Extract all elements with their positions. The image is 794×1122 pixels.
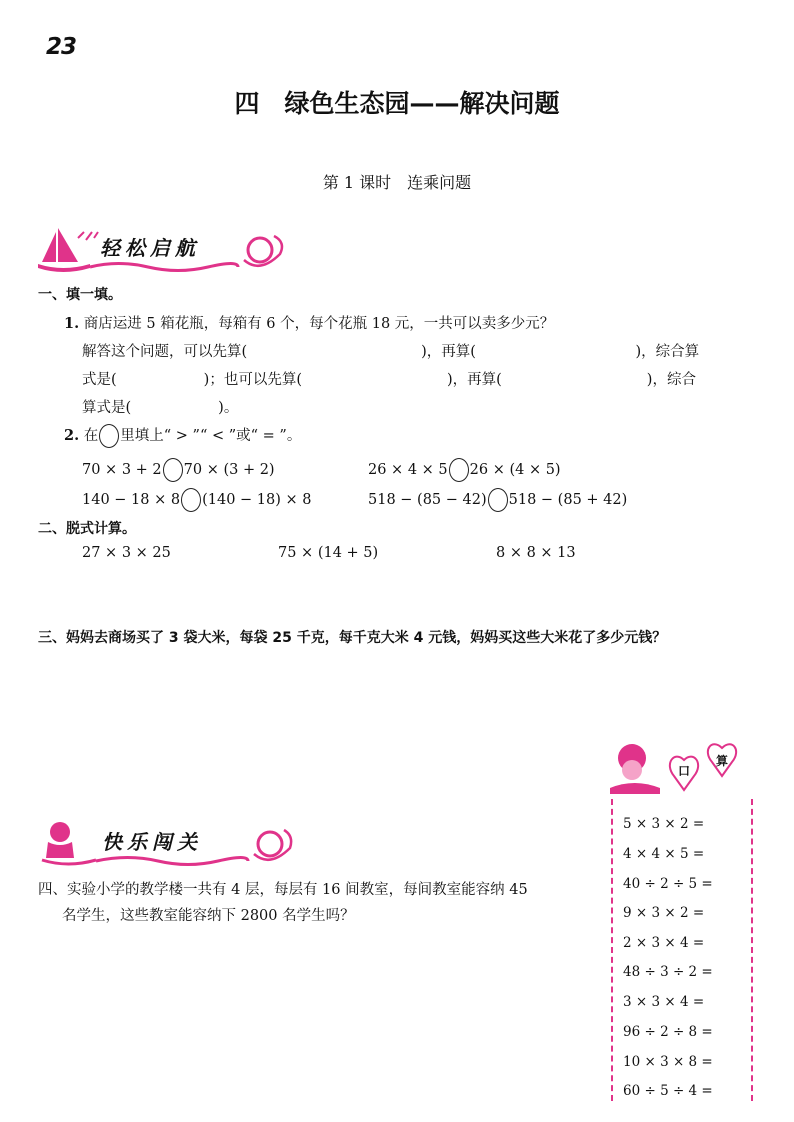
question-1-text: 商店运进 5 箱花瓶，每箱有 6 个，每个花瓶 18 元，一共可以卖多少元？ [83, 316, 555, 332]
question-2 [64, 424, 301, 448]
calc-item-2: 75 × (14 + 5) [278, 545, 379, 561]
mental-item: 10 × 3 × 8 = [623, 1054, 713, 1070]
compare-item-1 [82, 458, 275, 482]
section-4-line-2: 名学生，这些教室能容纳下 2800 名学生吗？ [62, 908, 355, 924]
compare-item-2 [368, 458, 561, 482]
compare-right: (140 − 18) × 8 [202, 492, 312, 508]
question-1-line-2: 解答这个问题，可以先算( )，再算( )，综合算 [82, 344, 700, 360]
compare-item-4 [368, 488, 627, 512]
compare-circle[interactable] [163, 458, 183, 482]
mental-item: 2 × 3 × 4 = [623, 935, 705, 951]
banner-easy-start-text: 轻松启航 [100, 236, 200, 260]
answer-circle-icon [99, 424, 119, 448]
question-1-line-4: 算式是( )。 [82, 400, 239, 416]
mental-item: 9 × 3 × 2 = [623, 905, 705, 921]
section-3-question: 三、妈妈去商场买了 3 袋大米，每袋 25 千克，每千克大米 4 元钱，妈妈买这些大米花了多少元钱？ [38, 630, 667, 646]
lesson-subtitle: 第 1 课时 连乘问题 [322, 173, 472, 192]
mental-item: 48 ÷ 3 ÷ 2 = [623, 964, 713, 980]
header-char-1: 口 [678, 764, 691, 778]
compare-left: 140 − 18 × 8 [82, 492, 181, 508]
compare-circle[interactable] [449, 458, 469, 482]
compare-right: 26 × (4 × 5) [469, 462, 561, 478]
compare-left: 26 × 4 × 5 [368, 462, 448, 478]
page-title: 四 绿色生态园——解决问题 [234, 89, 560, 118]
calc-item-1: 27 × 3 × 25 [82, 545, 171, 561]
compare-left: 70 × 3 + 2 [82, 462, 162, 478]
mental-item: 60 ÷ 5 ÷ 4 = [623, 1083, 713, 1099]
compare-circle[interactable] [488, 488, 508, 512]
mental-item: 3 × 3 × 4 = [623, 994, 705, 1010]
question-2-pre: 在 [83, 428, 99, 444]
mental-item: 40 ÷ 2 ÷ 5 = [623, 876, 713, 892]
compare-circle[interactable] [181, 488, 201, 512]
compare-left: 518 − (85 − 42) [368, 492, 487, 508]
mental-item: 96 ÷ 2 ÷ 8 = [623, 1024, 713, 1040]
calc-item-3: 8 × 8 × 13 [496, 545, 576, 561]
question-2-number: 2. [64, 427, 80, 444]
section-2-heading: 二、脱式计算。 [38, 521, 136, 537]
section-4-line-1 [38, 878, 528, 899]
banner-easy-start [38, 224, 288, 276]
section-4-text: 四、实验小学的教学楼一共有 4 层，每层有 16 间教室，每间教室能容纳 45 [38, 882, 528, 898]
page-number: 23 [46, 34, 77, 60]
banner-happy-challenge-text: 快乐闯关 [102, 830, 202, 854]
mental-item: 4 × 4 × 5 = [623, 846, 705, 862]
compare-right: 518 − (85 + 42) [508, 492, 628, 508]
question-1-number: 1. [64, 315, 80, 332]
mental-math-header [604, 740, 754, 800]
section-1-heading: 一、填一填。 [38, 287, 122, 303]
compare-item-3 [82, 488, 312, 512]
question-1-line-3: 式是( )；也可以先算( )，再算( )，综合 [82, 372, 696, 388]
question-2-post: 里填上“ > ”“ < ”或“ = ”。 [120, 428, 302, 444]
question-1 [64, 312, 554, 333]
header-char-2: 算 [716, 754, 729, 768]
banner-happy-challenge [38, 818, 294, 870]
mental-item: 5 × 3 × 2 = [623, 816, 705, 832]
compare-right: 70 × (3 + 2) [183, 462, 275, 478]
